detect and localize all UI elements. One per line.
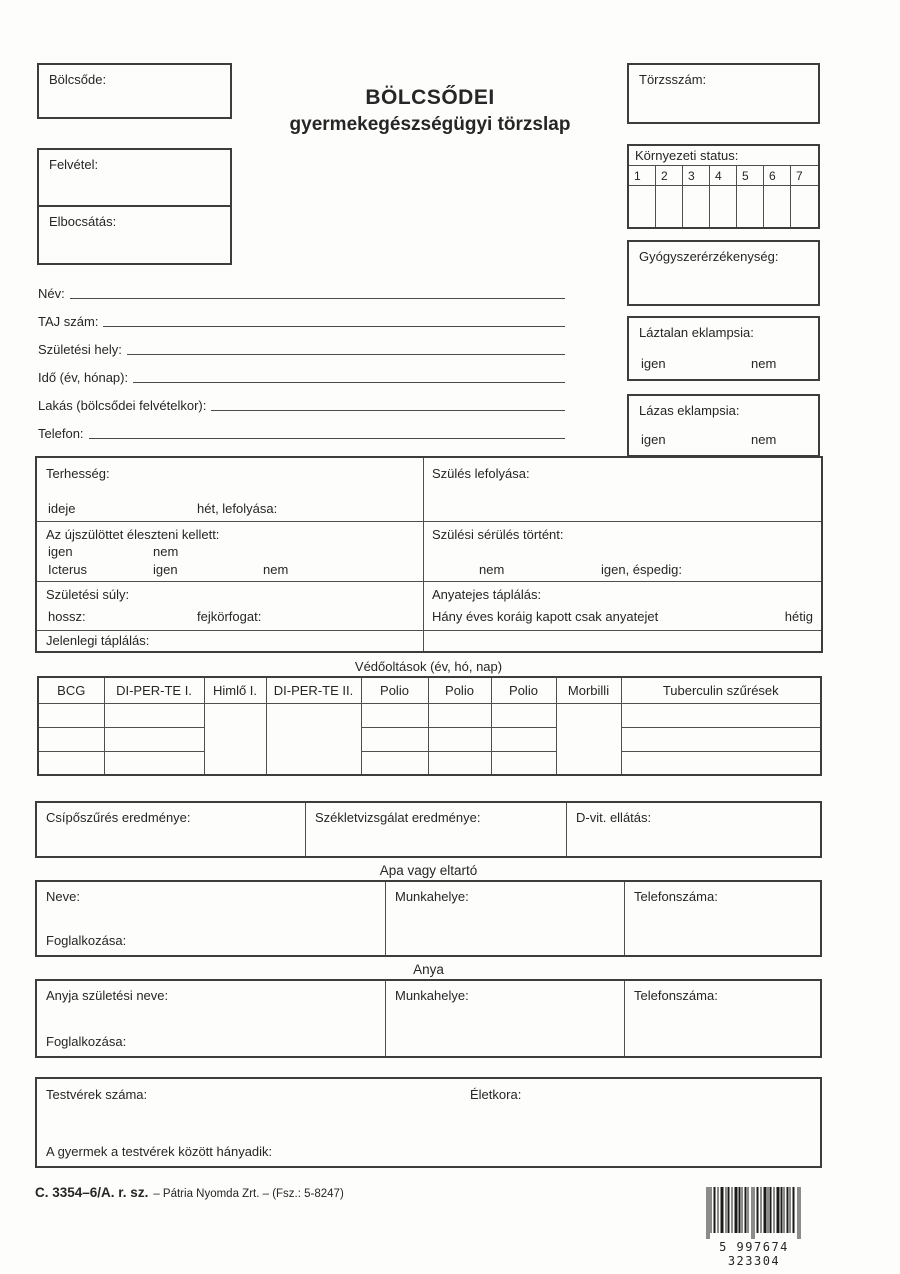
vaccinations-body-row: [38, 751, 821, 775]
szules-lefolyasa-label: Szülés lefolyása:: [432, 466, 530, 481]
gyogyszererzekenyseg-box: [627, 240, 820, 306]
het-lefolyasa-label: hét, lefolyása:: [197, 501, 278, 516]
torzsszam-label: Törzsszám:: [639, 72, 707, 87]
lazas-igen-label: igen: [641, 432, 666, 447]
icterus-nem-label: nem: [263, 562, 289, 577]
vacc-cell: [491, 751, 556, 775]
szuletesi-suly-cell: [37, 582, 424, 630]
form-title: [230, 86, 630, 136]
status-cell: 2: [656, 166, 683, 186]
status-cell: 4: [710, 166, 737, 186]
vacc-cell: [428, 751, 491, 775]
icterus-igen-label: igen: [153, 562, 178, 577]
vacc-cell: [104, 703, 204, 727]
eleszteni-row: [37, 522, 821, 582]
form-number: C. 3354–6/A. r. sz.: [35, 1185, 149, 1200]
vacc-cell: [361, 727, 428, 751]
vaccinations-header-row: [38, 677, 821, 703]
col-polio1: Polio: [361, 677, 428, 703]
vacc-cell: [621, 751, 821, 775]
field-row-telefon: [38, 413, 565, 441]
father-name-label: Neve:: [46, 889, 80, 904]
vacc-cell: [491, 727, 556, 751]
status-empty-cell: [764, 186, 791, 227]
form-title-line1: BÖLCSŐDEI: [365, 86, 495, 109]
eleszteni-igen-label: igen: [48, 544, 73, 559]
field-row-lakas: [38, 385, 565, 413]
eleszteni-cell: [37, 522, 424, 581]
col-morbilli: Morbilli: [556, 677, 621, 703]
status-cell: 1: [629, 166, 656, 186]
mother-workplace-cell: [386, 981, 625, 1056]
ido-write-line: [133, 380, 565, 383]
father-phone-cell: [625, 882, 820, 955]
father-occupation-label: Foglalkozása:: [46, 933, 127, 948]
elbocsatas-cell: [39, 207, 230, 263]
anyatejes-cell: [424, 582, 821, 630]
field-row-ido: [38, 357, 565, 385]
field-row-szuletesi-hely: [38, 329, 565, 357]
fejkorfogat-label: fejkörfogat:: [197, 609, 262, 624]
szuletesi-hely-label: Születési hely:: [38, 342, 122, 357]
vaccinations-title: Védőoltások (év, hó, nap): [354, 659, 503, 674]
kornyezeti-status-header: [629, 146, 818, 166]
status-empty-cell: [629, 186, 656, 227]
jelenlegi-taplalas-label: Jelenlegi táplálás:: [46, 633, 150, 648]
col-polio2: Polio: [428, 677, 491, 703]
bolcsode-box: [37, 63, 232, 119]
siblings-order-label: A gyermek a testvérek között hányadik:: [46, 1144, 273, 1159]
vacc-cell: [428, 727, 491, 751]
vaccinations-table: [37, 676, 822, 776]
vacc-cell: [104, 727, 204, 751]
status-cell: 7: [791, 166, 818, 186]
vacc-cell: [621, 703, 821, 727]
status-empty-cell: [656, 186, 683, 227]
status-empty-cell: [710, 186, 737, 227]
bolcsode-label: Bölcsőde:: [49, 72, 107, 87]
szuletesi-suly-row: [37, 582, 821, 631]
vacc-cell: [361, 703, 428, 727]
vacc-cell: [38, 727, 104, 751]
jelenlegi-taplalas-empty-cell: [424, 631, 821, 651]
jelenlegi-taplalas-row: [37, 631, 821, 651]
vacc-cell: [621, 727, 821, 751]
felvetel-label: Felvétel:: [49, 157, 99, 172]
vacc-cell: [104, 751, 204, 775]
szulesi-serules-cell: [424, 522, 821, 581]
birth-data-table: [35, 456, 823, 653]
col-diperte1: DI-PER-TE I.: [104, 677, 204, 703]
vacc-cell: [38, 751, 104, 775]
col-polio3: Polio: [491, 677, 556, 703]
taj-label: TAJ szám:: [38, 314, 99, 329]
icterus-label: Icterus: [48, 562, 88, 577]
footer: [35, 1184, 344, 1202]
barcode-digits: 5 997674 323304: [719, 1240, 789, 1268]
eleszteni-nem-label: nem: [153, 544, 179, 559]
nev-label: Név:: [38, 286, 65, 301]
hossz-label: hossz:: [48, 609, 86, 624]
lazas-eklampsia-label: Lázas eklampsia:: [639, 403, 740, 418]
col-himlo: Himlő I.: [204, 677, 266, 703]
szekletvizsgalat-cell: [306, 803, 567, 856]
barcode: [690, 1187, 818, 1268]
felvetel-cell: [39, 150, 230, 207]
laztalan-nem-label: nem: [751, 356, 777, 371]
field-row-nev: [38, 273, 565, 301]
telefon-label: Telefon:: [38, 426, 84, 441]
szulesi-serules-label: Szülési sérülés történt:: [432, 527, 564, 542]
laztalan-igen-label: igen: [641, 356, 666, 371]
vacc-cell: [491, 703, 556, 727]
szuletesi-hely-write-line: [127, 352, 565, 355]
hetig-label: hétig: [784, 609, 813, 624]
vacc-cell-merged: [204, 703, 266, 775]
kornyezeti-status-table: [627, 144, 820, 229]
status-empty-cell: [791, 186, 818, 227]
vacc-cell-merged: [556, 703, 621, 775]
father-name-cell: [37, 882, 386, 955]
siblings-box: [35, 1077, 822, 1168]
barcode-bars: [691, 1187, 817, 1239]
mother-phone-cell: [625, 981, 820, 1056]
laztalan-eklampsia-box: [627, 316, 820, 381]
vacc-cell-merged: [266, 703, 361, 775]
szekletvizsgalat-label: Székletvizsgálat eredménye:: [315, 810, 481, 825]
status-cell: 5: [737, 166, 764, 186]
status-empty-cell: [683, 186, 710, 227]
father-section-title: Apa vagy eltartó: [379, 863, 478, 878]
mother-section-title: Anya: [413, 962, 444, 977]
gyogyszererzekenyseg-label: Gyógyszerérzékenység:: [639, 249, 779, 264]
siblings-count-label: Testvérek száma:: [46, 1087, 148, 1102]
mother-table: [35, 979, 822, 1058]
siblings-age-label: Életkora:: [470, 1087, 522, 1102]
form-title-line2: gyermekegészségügyi törzslap: [289, 114, 571, 135]
telefon-write-line: [89, 436, 565, 439]
mother-name-cell: [37, 981, 386, 1056]
ido-label: Idő (év, hónap):: [38, 370, 129, 385]
ideje-label: ideje: [48, 501, 76, 516]
mother-occupation-label: Foglalkozása:: [46, 1034, 127, 1049]
vaccinations-body-row: [38, 727, 821, 751]
anyatejes-label: Anyatejes táplálás:: [432, 587, 542, 602]
status-empty-cell: [737, 186, 764, 227]
status-cell: 3: [683, 166, 710, 186]
torzsszam-box: [627, 63, 820, 124]
col-diperte2: DI-PER-TE II.: [266, 677, 361, 703]
mother-workplace-label: Munkahelye:: [395, 988, 469, 1003]
hany-eves-label: Hány éves koráig kapott csak anyatejet: [432, 609, 659, 624]
mother-phone-label: Telefonszáma:: [634, 988, 718, 1003]
kornyezeti-status-label: Környezeti status:: [635, 148, 739, 163]
father-phone-label: Telefonszáma:: [634, 889, 718, 904]
vaccinations-body-row: [38, 703, 821, 727]
screening-table: [35, 801, 822, 858]
nev-write-line: [70, 296, 565, 299]
lakas-write-line: [211, 408, 565, 411]
intake-box: [37, 148, 232, 265]
status-cell: 6: [764, 166, 791, 186]
father-workplace-cell: [386, 882, 625, 955]
terhesseg-cell: [37, 458, 424, 521]
lazas-eklampsia-box: [627, 394, 820, 457]
father-table: [35, 880, 822, 957]
csiposzures-label: Csípőszűrés eredménye:: [46, 810, 191, 825]
col-tuberculin: Tuberculin szűrések: [621, 677, 821, 703]
eleszteni-label: Az újszülöttet éleszteni kellett:: [46, 527, 220, 542]
serules-nem-label: nem: [479, 562, 505, 577]
field-row-taj: [38, 301, 565, 329]
lazas-nem-label: nem: [751, 432, 777, 447]
laztalan-eklampsia-label: Láztalan eklampsia:: [639, 325, 754, 340]
printer-info: – Pátria Nyomda Zrt. – (Fsz.: 5-8247): [153, 1188, 344, 1200]
dvit-cell: [567, 803, 820, 856]
dvit-label: D-vit. ellátás:: [576, 810, 652, 825]
vacc-cell: [361, 751, 428, 775]
csiposzures-cell: [37, 803, 306, 856]
kornyezeti-status-numbers: [629, 166, 818, 227]
elbocsatas-label: Elbocsátás:: [49, 214, 117, 229]
col-bcg: BCG: [38, 677, 104, 703]
terhesseg-row: [37, 458, 821, 522]
taj-write-line: [103, 324, 565, 327]
terhesseg-label: Terhesség:: [46, 466, 110, 481]
jelenlegi-taplalas-cell: [37, 631, 424, 651]
szules-lefolyasa-cell: [424, 458, 821, 521]
lakas-label: Lakás (bölcsődei felvételkor):: [38, 398, 207, 413]
father-workplace-label: Munkahelye:: [395, 889, 469, 904]
personal-fields: [38, 273, 565, 441]
szuletesi-suly-label: Születési súly:: [46, 587, 130, 602]
mother-name-label: Anyja születési neve:: [46, 988, 169, 1003]
serules-igen-espedig-label: igen, éspedig:: [601, 562, 682, 577]
vacc-cell: [428, 703, 491, 727]
vacc-cell: [38, 703, 104, 727]
